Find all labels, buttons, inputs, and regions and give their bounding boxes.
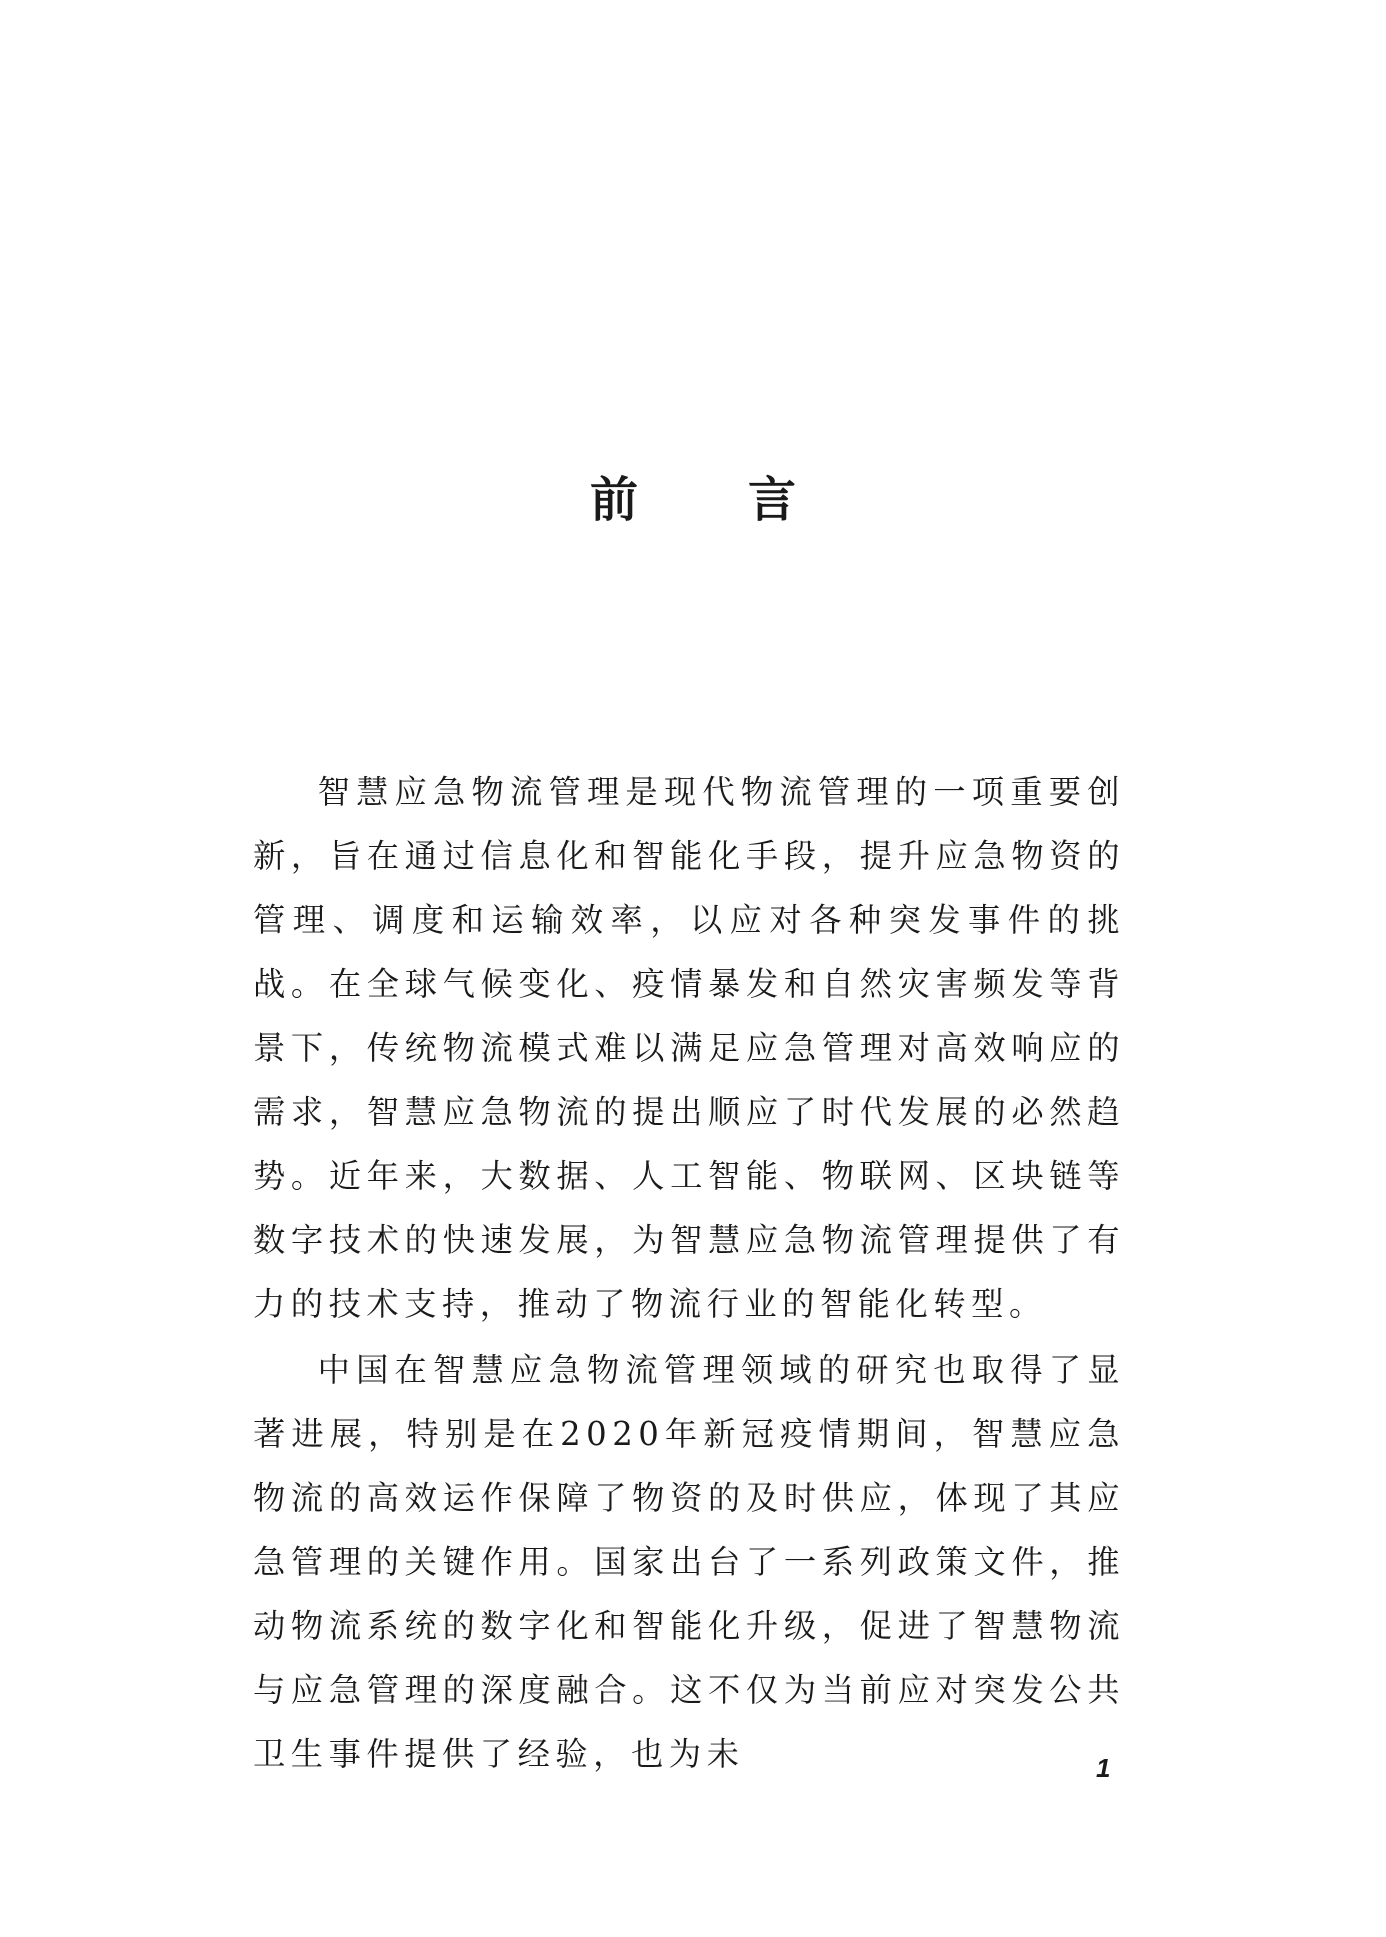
page-number: 1 bbox=[1096, 1753, 1111, 1783]
body-text bbox=[253, 760, 1125, 1788]
page-title: 前言 bbox=[589, 472, 906, 528]
paragraph: 智慧应急物流管理是现代物流管理的一项重要创新，旨在通过信息化和智能化手段，提升应急物资的管理、调度和运输效率，以应对各种突发事件的挑战。在全球气候变化、疫情暴发和自然灾害频发等背景下，传统物流模式难以满足应急管理对高效响应的需求，智慧应急物流的提出顺应了时代发展的必然趋势。近年来，大数据、人工智能、物联网、区块链等数字技术的快速发展，为智慧应急物流管理提供了有力的技术支持，推动了物流行业的智能化转型。 bbox=[253, 773, 1125, 1323]
paragraph: 中国在智慧应急物流管理领域的研究也取得了显著进展，特别是在2020年新冠疫情期间，智慧应急物流的高效运作保障了物资的及时供应，体现了其应急管理的关键作用。国家出台了一系列政策文件，推动物流系统的数字化和智能化升级，促进了智慧物流与应急管理的深度融合。这不仅为当前应对突发公共卫生事件提供了经验，也为未 bbox=[253, 1351, 1125, 1773]
